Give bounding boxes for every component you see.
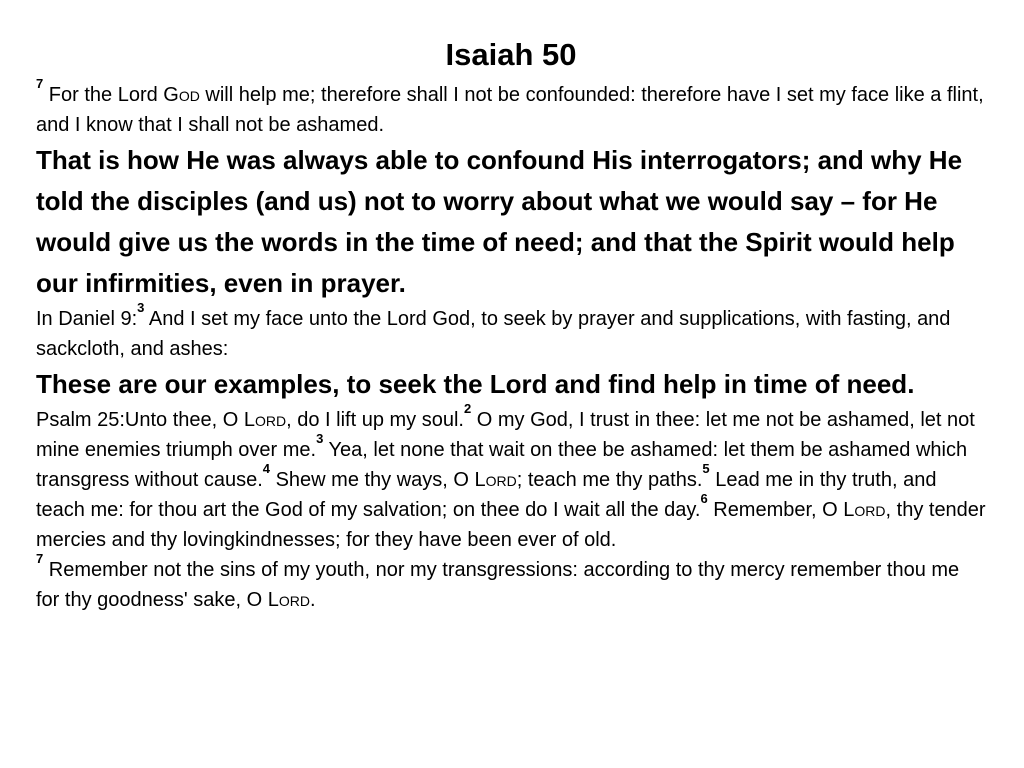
slide — [36, 36, 986, 615]
verse-text: O my God, I trust in thee: let me not be ashamed, let not mine enemies triumph over me. — [36, 409, 975, 461]
verse-number: 7 — [36, 551, 44, 566]
commentary-paragraph-1: That is how He was always able to confound His interrogators; and why He told the disciples (and us) not to worry about what we would say – for He would give us the words in the time of need; and that the Spirit would help our infirmities, even in prayer. — [36, 145, 963, 298]
verse-number: 3 — [137, 300, 145, 315]
isaiah-verse-paragraph — [36, 76, 986, 140]
verse-text: . — [309, 589, 316, 611]
verse-text: In Daniel 9: — [36, 308, 138, 330]
verse-text: Yea, let none that wait on thee be ashamed: let them be ashamed which transgress without cause. — [36, 439, 968, 491]
psalm-verse-7-paragraph — [36, 551, 986, 615]
verse-text: , thy tender mercies and thy lovingkindnesses; for they have been ever of old. — [36, 499, 986, 551]
daniel-verse-paragraph — [36, 300, 986, 364]
verse-number: 4 — [262, 461, 271, 476]
verse-text: Lead me in thy truth, and teach me: for thou art the God of my salvation; on thee do I wait all the day. — [36, 469, 937, 521]
verse-text: Shew me thy ways, O — [270, 469, 475, 491]
verse-text: Remember not the sins of my youth, nor my transgressions: according to thy mercy remember thou me for thy goodness' sake, O — [36, 559, 960, 611]
verse-number: 2 — [463, 401, 472, 416]
verse-text: Psalm 25:Unto thee, O — [36, 409, 244, 431]
verse-number: 7 — [36, 76, 44, 91]
verse-number: 6 — [700, 491, 708, 506]
verse-text: ; teach me thy paths. — [516, 469, 703, 491]
small-caps-word: Lord — [843, 499, 886, 521]
verse-text: For the Lord — [43, 84, 164, 106]
psalm-verses-paragraph — [36, 401, 986, 555]
verse-text: , do I lift up my soul. — [286, 409, 464, 431]
verse-number: 3 — [316, 431, 324, 446]
verse-text: And I set my face unto the Lord God, to seek by prayer and supplications, with fasting, and sackcloth, and ashes: — [36, 308, 951, 360]
verse-text: Remember, O — [707, 499, 844, 521]
small-caps-word: Lord — [267, 589, 310, 611]
slide-title: Isaiah 50 — [445, 37, 577, 72]
verse-text: will help me; therefore shall I not be confounded: therefore have I set my face like a flint, and I know that I shall not be ashamed. — [36, 84, 984, 136]
small-caps-word: God — [163, 84, 200, 106]
commentary-paragraph-2: These are our examples, to seek the Lord and find help in time of need. — [36, 369, 915, 399]
small-caps-word: Lord — [474, 469, 517, 491]
small-caps-word: Lord — [243, 409, 287, 431]
verse-number: 5 — [702, 461, 710, 476]
